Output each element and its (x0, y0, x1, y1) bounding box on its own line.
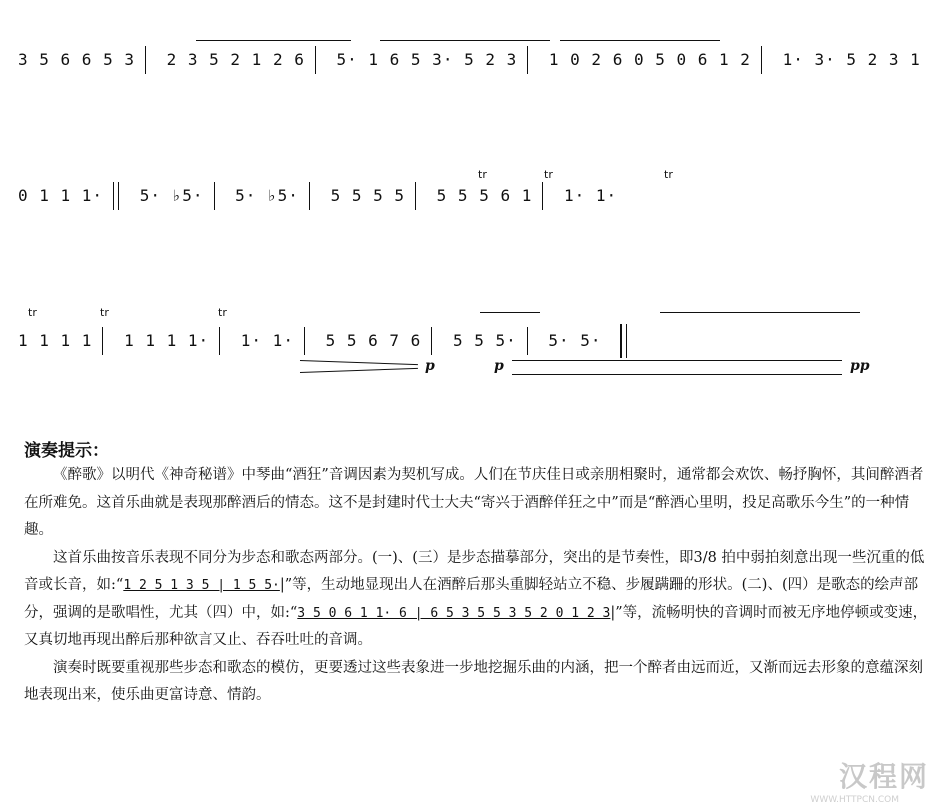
slur (196, 40, 351, 41)
measure: 1· 3· 5 2 3 1 (782, 49, 921, 69)
trill-mark: tr (478, 168, 487, 181)
measure: 5 5 5· (452, 330, 517, 350)
trill-mark: tr (544, 168, 553, 181)
barline (309, 182, 310, 210)
barline (527, 46, 528, 74)
diminuendo-hairpin (512, 360, 842, 361)
score-row-3 (18, 324, 627, 358)
barline (542, 182, 543, 210)
measure: 0 1 1 1· (18, 185, 104, 205)
barline (113, 182, 114, 210)
score-row-1 (18, 46, 921, 74)
barline (214, 182, 215, 210)
measure: 3 5 6 6 5 3 (18, 49, 135, 69)
notation-example: 3 5 0 6 1 1· 6 | 6 5 3 5 5 3 5 2 0 1 2 3 (297, 605, 611, 621)
barline (761, 46, 762, 74)
trill-mark: tr (28, 306, 37, 319)
dynamic-mark: p (494, 358, 504, 374)
tips-heading: 演奏提示： (24, 441, 109, 461)
measure: 1· 1· (564, 185, 618, 205)
barline (315, 46, 316, 74)
watermark-url: WWW.HTTPCN.COM (810, 795, 899, 805)
tips-paragraph (24, 545, 929, 655)
measure: 1 1 1 1 (18, 330, 93, 350)
measure: 5 5 5 6 1 (436, 185, 533, 205)
barline (102, 327, 103, 355)
diminuendo-hairpin (300, 368, 418, 373)
trill-mark: tr (664, 168, 673, 181)
barline (118, 182, 119, 210)
dynamic-mark: p (425, 358, 435, 374)
diminuendo-hairpin (512, 374, 842, 375)
tips-text (24, 462, 929, 710)
measure: 2 3 5 2 1 2 6 (166, 49, 305, 69)
slur (660, 312, 860, 313)
tips-text-run: |”等，流畅明快的音调时而被无序地停顿或变速，又真切地再现出醉后那种欲言又止、吞吞吐吐的音调。 (24, 604, 928, 648)
watermark-logo: 汉程网 (838, 760, 929, 793)
trill-mark: tr (218, 306, 227, 319)
measure: 5· ♭5· (235, 185, 299, 205)
diminuendo-hairpin (300, 360, 418, 365)
notation-example: 1 2 5 1 3 5 | 1 5 5· (123, 578, 280, 593)
barline (219, 327, 220, 355)
trill-mark: tr (100, 306, 109, 319)
measure: 5· 1 6 5 3· 5 2 3 (336, 49, 518, 69)
measure: 5 5 5 5 (330, 185, 406, 205)
barline (415, 182, 416, 210)
slur (560, 40, 720, 41)
tips-text-run: |”等，生动地显现出人在酒醉后那头重脚轻站立不稳、步履蹒跚的形状。(二)、(四）是歌态的绘声部分，强调的是歌唱性，尤其（四）中，如:“ (24, 577, 919, 621)
dynamic-mark: pp (850, 358, 870, 374)
score-row-2 (18, 182, 617, 210)
measure: 5· 5· (548, 330, 602, 350)
measure: 5 5 6 7 6 (325, 330, 422, 350)
measure: 1 0 2 6 0 5 0 6 1 2 (548, 49, 751, 69)
final-barline (620, 324, 627, 358)
tips-paragraph: 《醉歌》以明代《神奇秘谱》中琴曲“酒狂”音调因素为契机写成。人们在节庆佳日或亲朋相聚时，通常都会欢饮、畅抒胸怀，其间醉酒者在所难免。这首乐曲就是表现那醉酒后的情态。这不是封建时代士大夫“寄兴于酒醉佯狂之中”而是“醉酒心里明，投足高歌乐今生”的一种情趣。 (24, 467, 924, 538)
barline (304, 327, 305, 355)
barline (431, 327, 432, 355)
barline (145, 46, 146, 74)
barline (527, 327, 528, 355)
slur (380, 40, 550, 41)
measure: 5· ♭5· (139, 185, 204, 205)
measure: 1· 1· (240, 330, 294, 350)
tips-paragraph: 演奏时既要重视那些步态和歌态的模仿，更要透过这些表象进一步地挖掘乐曲的内涵，把一个醉者由远而近，又渐而远去形象的意蕴深刻地表现出来，使乐曲更富诗意、情韵。 (24, 659, 923, 703)
slur (480, 312, 540, 313)
measure: 1 1 1 1· (124, 330, 210, 350)
tips-text-run: 这首乐曲按音乐表现不同分为步态和歌态两部分。(一)、(三）是步态描摹部分，突出的是节奏性，即3/8 拍中弱拍刻意出现一些沉重的低音或长音，如:“ (24, 549, 925, 593)
